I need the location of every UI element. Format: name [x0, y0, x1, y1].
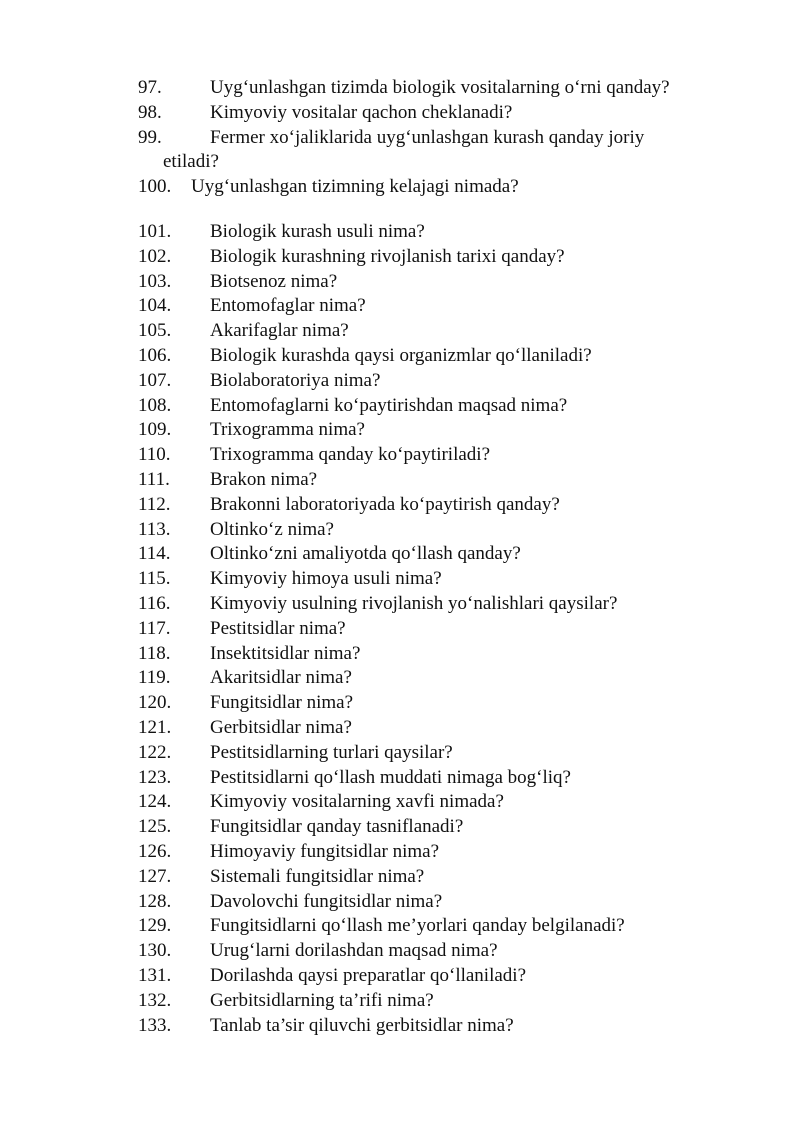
question-number: 131. [138, 965, 172, 986]
question-number: 102. [138, 245, 172, 267]
question-text: Brakonni laboratoriyada ko‘paytirish qanday? [210, 493, 560, 515]
question-text: Akaritsidlar nima? [210, 667, 352, 689]
question-text: Entomofaglarni ko‘paytirishdan maqsad nima? [210, 394, 568, 416]
question-number: 98. [138, 102, 162, 123]
question-number: 97. [138, 77, 162, 98]
question-text: Kimyoviy usulning rivojlanish yo‘nalishlari qaysilar? [210, 593, 618, 614]
question-text: Kimyoviy himoya usuli nima? [210, 568, 442, 590]
question-text: Trixogramma nima? [210, 419, 365, 441]
question-text: Pestitsidlar nima? [210, 617, 346, 639]
question-number: 103. [138, 270, 172, 292]
question-number: 125. [138, 816, 172, 838]
question-number: 113. [138, 518, 171, 540]
question-text: Kimyoviy vositalarning xavfi nimada? [210, 791, 504, 813]
question-text: Pestitsidlarning turlari qaysilar? [210, 741, 453, 763]
question-text: Sistemali fungitsidlar nima? [210, 865, 425, 887]
question-number: 108. [138, 394, 172, 416]
question-text: Biologik kurash usuli nima? [210, 221, 425, 242]
question-number: 109. [138, 419, 172, 441]
question-number: 120. [138, 692, 172, 714]
question-number: 99. [138, 127, 162, 148]
question-number: 130. [138, 940, 172, 962]
question-number: 114. [138, 543, 171, 565]
question-number: 122. [138, 741, 172, 763]
question-text: Akarifaglar nima? [210, 320, 349, 342]
question-text: Pestitsidlarni qo‘llash muddati nimaga bog‘liq? [210, 766, 571, 788]
question-number: 112. [138, 493, 171, 515]
question-text: Kimyoviy vositalar qachon cheklanadi? [210, 102, 513, 123]
question-number: 133. [138, 1014, 172, 1036]
question-number: 101. [138, 221, 172, 242]
question-text: Trixogramma qanday ko‘paytiriladi? [210, 444, 491, 466]
question-text: Brakon nima? [210, 469, 318, 490]
question-number: 118. [138, 642, 171, 664]
question-text: Dorilashda qaysi preparatlar qo‘llaniladi? [210, 965, 527, 986]
question-number: 119. [138, 667, 171, 689]
question-number: 127. [138, 865, 172, 887]
question-number: 104. [138, 295, 172, 317]
question-text-continuation: etiladi? [163, 151, 219, 172]
question-number: 100. [138, 176, 172, 197]
question-number: 126. [138, 841, 172, 862]
question-text: Uyg‘unlashgan tizimning kelajagi nimada? [191, 176, 519, 197]
question-number: 105. [138, 320, 172, 342]
question-text: Himoyaviy fungitsidlar nima? [210, 841, 440, 862]
question-text: Fungitsidlarni qo‘llash me’yorlari qanday belgilanadi? [210, 915, 625, 937]
question-number: 132. [138, 989, 172, 1011]
question-text: Fungitsidlar nima? [210, 692, 354, 714]
question-text: Biolaboratoriya nima? [210, 369, 381, 391]
question-text: Oltinko‘z nima? [210, 518, 334, 540]
question-number: 121. [138, 717, 172, 738]
question-text: Oltinko‘zni amaliyotda qo‘llash qanday? [210, 543, 521, 565]
question-text: Davolovchi fungitsidlar nima? [210, 890, 443, 912]
question-number: 111. [138, 469, 170, 490]
question-text: Gerbitsidlarning ta’rifi nima? [210, 989, 434, 1011]
question-number: 115. [138, 568, 171, 590]
question-text: Biologik kurashning rivojlanish tarixi qanday? [210, 245, 565, 267]
question-text: Tanlab ta’sir qiluvchi gerbitsidlar nima? [210, 1014, 514, 1036]
question-text: Insektitsidlar nima? [210, 642, 361, 664]
question-text: Fermer xo‘jaliklarida uyg‘unlashgan kurash qanday joriy [210, 127, 645, 148]
question-number: 106. [138, 345, 172, 366]
question-number: 116. [138, 593, 171, 614]
question-number: 110. [138, 444, 171, 466]
question-number: 124. [138, 791, 172, 813]
question-text: Uyg‘unlashgan tizimda biologik vositalarning o‘rni qanday? [210, 77, 670, 98]
question-text: Fungitsidlar qanday tasniflanadi? [210, 816, 464, 838]
question-number: 123. [138, 766, 172, 788]
question-number: 107. [138, 369, 172, 391]
question-text: Urug‘larni dorilashdan maqsad nima? [210, 940, 498, 962]
question-text: Biotsenoz nima? [210, 270, 338, 292]
question-text: Entomofaglar nima? [210, 295, 366, 317]
question-number: 128. [138, 890, 172, 912]
question-text: Biologik kurashda qaysi organizmlar qo‘llaniladi? [210, 345, 592, 366]
question-number: 117. [138, 617, 171, 639]
question-number: 129. [138, 915, 172, 937]
question-text: Gerbitsidlar nima? [210, 717, 352, 738]
